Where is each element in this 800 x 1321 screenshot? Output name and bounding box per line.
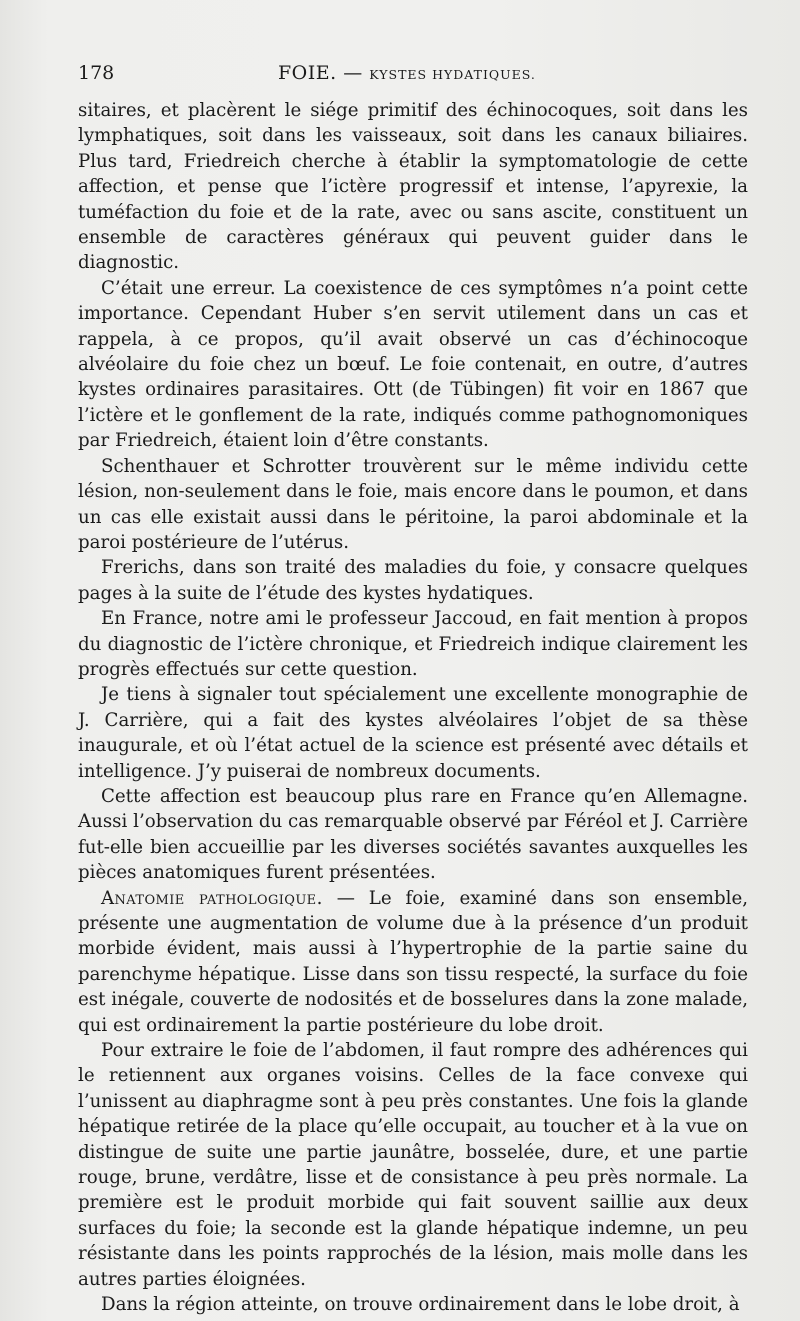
section-dash: — [336, 887, 355, 909]
paragraph: Frerichs, dans son traité des maladies du foie, y consacre quelques pages à la suite de l’étude des kystes hydatiques. [78, 557, 748, 604]
running-header [78, 62, 748, 92]
running-title-sep: — [343, 62, 363, 84]
paragraph: Schenthauer et Schrotter trouvèrent sur le même individu cette lésion, non-seulement dans le foie, mais encore dans le poumon, et dans un cas elle existait aussi dans le péritoine, la paroi abdominale et la paroi postérieure de l’utérus. [78, 455, 748, 553]
section-text: Le foie, examiné dans son ensemble, présente une augmentation de volume due à la présence d’un produit morbide évident, mais aussi à l’hypertrophie de la partie saine du parenchyme hépatique. Lisse dans son tissu respecté, la surface du foie est inégale, couverte de nodosités et de bosselures dans la zone malade, qui est ordinairement la partie postérieure du lobe droit. [78, 887, 748, 1036]
running-title [278, 62, 536, 84]
section-paragraph-anatomie [78, 886, 748, 1038]
paragraph: En France, notre ami le professeur Jaccoud, en fait mention à propos du diagnostic de l’ictère chronique, et Friedreich indique clairement les progrès effectués sur cette question. [78, 608, 748, 680]
page-number: 178 [78, 62, 115, 84]
body-text [78, 98, 748, 1318]
paragraph: C’était une erreur. La coexistence de ces symptômes n’a point cette importance. Cependant Huber s’en servit utilement dans un cas et rappela, à ce propos, qu’il avait observé un cas d’échinocoque alvéolaire du foie chez un bœuf. Le foie contenait, en outre, d’autres kystes ordinaires parasitaires. Ott (de Tübingen) fit voir en 1867 que l’ictère et le gonflement de la rate, indiqués comme pathognomoniques par Friedreich, étaient loin d’être constants. [78, 277, 748, 452]
paragraph: Je tiens à signaler tout spécialement une excellente monographie de J. Carrière, qui a fait des kystes alvéolaires l’objet de sa thèse inaugurale, et où l’état actuel de la science est présenté avec détails et intelligence. J’y puiserai de nombreux documents. [78, 684, 748, 782]
paragraph: Cette affection est beaucoup plus rare en France qu’en Allemagne. Aussi l’observation du cas remarquable observé par Féréol et J. Carrière fut-elle bien accueillie par les diverses sociétés savantes auxquelles les pièces anatomiques furent présentées. [78, 785, 748, 884]
paragraph: Pour extraire le foie de l’abdomen, il faut rompre des adhérences qui le retiennent aux organes voisins. Celles de la face convexe qui l’unissent au diaphragme sont à peu près constantes. Une fois la glande hépatique retirée de la place qu’elle occupait, au toucher et à la vue on distingue de suite une partie jaunâtre, bosselée, dure, et une partie rouge, brune, verdâtre, lisse et de consistance à peu près normale. La première est le produit morbide qui fait souvent saillie aux deux surfaces du foie; la seconde est la glande hépatique indemne, un peu résistante dans les points rapprochés de la lésion, mais molle dans les autres parties éloignées. [78, 1040, 748, 1290]
section-heading: Anatomie pathologique. [101, 887, 323, 909]
running-title-sub: KYSTES HYDATIQUES. [369, 67, 536, 82]
running-title-main: FOIE. [278, 62, 337, 84]
paragraph-continuation: sitaires, et placèrent le siége primitif des échinocoques, soit dans les lymphatiques, soit dans les vaisseaux, soit dans les canaux biliaires. Plus tard, Friedreich cherche à établir la symptomatologie de cette affection, et pense que l’ictère progressif et intense, l’apyrexie, la tuméfaction du foie et de la rate, avec ou sans ascite, constituent un ensemble de caractères généraux qui peuvent guider dans le diagnostic. [78, 100, 748, 274]
paragraph: Dans la région atteinte, on trouve ordinairement dans le lobe droit, à [101, 1294, 740, 1316]
